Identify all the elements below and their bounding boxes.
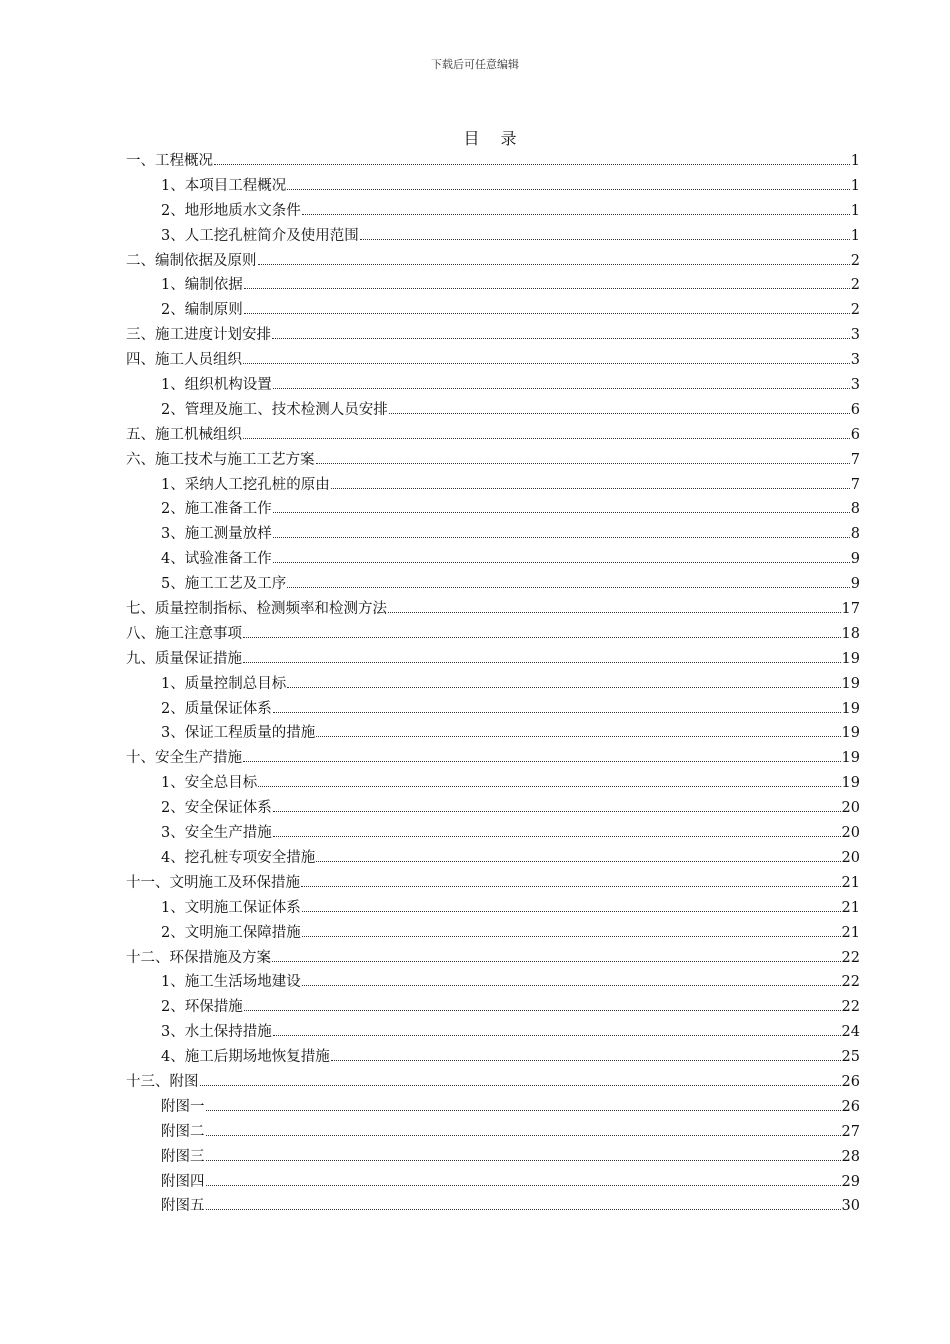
toc-dot-leader	[273, 811, 841, 812]
toc-entry-title: 2、编制原则	[161, 302, 243, 319]
toc-dot-leader	[331, 488, 850, 489]
toc-entry-page-number: 8	[850, 501, 860, 518]
toc-dot-leader	[273, 512, 850, 513]
toc-entry[interactable]	[126, 497, 860, 522]
toc-dot-leader	[243, 662, 841, 663]
toc-dot-leader	[301, 886, 841, 887]
toc-dot-leader	[273, 1035, 841, 1036]
toc-entry[interactable]	[126, 771, 860, 796]
toc-entry-title: 十、安全生产措施	[126, 750, 242, 767]
toc-entry[interactable]	[126, 721, 860, 746]
toc-entry-title: 附图二	[161, 1123, 205, 1140]
toc-entry-page-number: 8	[850, 526, 860, 543]
toc-entry[interactable]	[126, 174, 860, 199]
toc-entry-page-number: 29	[841, 1173, 860, 1190]
toc-entry-page-number: 28	[841, 1148, 860, 1165]
toc-entry-title: 六、施工技术与施工工艺方案	[126, 451, 315, 468]
toc-dot-leader	[302, 985, 841, 986]
toc-dot-leader	[389, 413, 850, 414]
toc-entry[interactable]	[126, 448, 860, 473]
toc-entry-title: 2、地形地质水文条件	[161, 202, 301, 219]
toc-entry[interactable]	[126, 921, 860, 946]
toc-entry-title: 二、编制依据及原则	[126, 252, 257, 269]
toc-entry[interactable]	[126, 423, 860, 448]
toc-entry[interactable]	[126, 1145, 860, 1170]
toc-entry-title: 3、人工挖孔桩简介及使用范围	[161, 227, 359, 244]
toc-entry-page-number: 20	[841, 849, 860, 866]
toc-dot-leader	[316, 736, 840, 737]
toc-dot-leader	[206, 1209, 841, 1210]
toc-dot-leader	[316, 861, 840, 862]
toc-entry[interactable]	[126, 1020, 860, 1045]
toc-entry-page-number: 19	[841, 700, 860, 717]
toc-entry[interactable]	[126, 298, 860, 323]
toc-entry-title: 1、采纳人工挖孔桩的原由	[161, 476, 330, 493]
toc-entry-title: 2、文明施工保障措施	[161, 924, 301, 941]
toc-entry-title: 4、试验准备工作	[161, 551, 272, 568]
toc-dot-leader	[287, 587, 850, 588]
toc-entry-title: 十二、环保措施及方案	[126, 949, 271, 966]
toc-entry-title: 2、安全保证体系	[161, 800, 272, 817]
toc-dot-leader	[243, 438, 850, 439]
toc-entry-title: 九、质量保证措施	[126, 650, 242, 667]
toc-dot-leader	[287, 687, 840, 688]
toc-entry-page-number: 22	[841, 974, 860, 991]
toc-entry-page-number: 30	[841, 1198, 860, 1215]
toc-entry[interactable]	[126, 697, 860, 722]
toc-dot-leader	[243, 761, 841, 762]
header-note: 下载后可任意编辑	[431, 58, 519, 71]
toc-entry-title: 1、文明施工保证体系	[161, 899, 301, 916]
toc-entry-title: 八、施工注意事项	[126, 625, 242, 642]
toc-entry[interactable]	[126, 373, 860, 398]
toc-dot-leader	[273, 562, 850, 563]
toc-entry-page-number: 9	[850, 551, 860, 568]
toc-entry[interactable]	[126, 273, 860, 298]
toc-entry-page-number: 3	[850, 377, 860, 394]
toc-entry-title: 2、施工准备工作	[161, 501, 272, 518]
toc-dot-leader	[331, 1060, 841, 1061]
toc-entry[interactable]	[126, 473, 860, 498]
toc-entry-title: 4、施工后期场地恢复措施	[161, 1049, 330, 1066]
toc-entry[interactable]	[126, 871, 860, 896]
toc-entry-page-number: 19	[841, 675, 860, 692]
toc-dot-leader	[243, 637, 841, 638]
toc-entry-page-number: 19	[841, 750, 860, 767]
toc-entry-page-number: 26	[841, 1073, 860, 1090]
toc-entry[interactable]	[126, 796, 860, 821]
toc-entry-title: 3、安全生产措施	[161, 825, 272, 842]
toc-dot-leader	[272, 338, 850, 339]
toc-entry-page-number: 22	[841, 999, 860, 1016]
toc-entry[interactable]	[126, 970, 860, 995]
toc-entry[interactable]	[126, 323, 860, 348]
toc-dot-leader	[360, 239, 850, 240]
toc-entry-title: 十三、附图	[126, 1073, 199, 1090]
toc-entry-title: 1、质量控制总目标	[161, 675, 287, 692]
toc-dot-leader	[272, 961, 841, 962]
toc-dot-leader	[206, 1185, 841, 1186]
toc-dot-leader	[258, 786, 840, 787]
toc-entry[interactable]	[126, 821, 860, 846]
toc-dot-leader	[316, 463, 850, 464]
toc-entry[interactable]	[126, 199, 860, 224]
toc-entry-page-number: 17	[841, 601, 860, 618]
toc-entry-page-number: 25	[841, 1049, 860, 1066]
toc-entry-title: 1、编制依据	[161, 277, 243, 294]
toc-entry-title: 3、保证工程质量的措施	[161, 725, 316, 742]
toc-entry[interactable]	[126, 1120, 860, 1145]
toc-entry-page-number: 20	[841, 800, 860, 817]
toc-entry-page-number: 21	[841, 899, 860, 916]
toc-entry-title: 1、本项目工程概况	[161, 177, 287, 194]
toc-dot-leader	[388, 612, 841, 613]
toc-entry-page-number: 1	[850, 153, 860, 169]
toc-entry[interactable]	[126, 672, 860, 697]
toc-entry[interactable]	[126, 224, 860, 249]
toc-entry-page-number: 21	[841, 924, 860, 941]
toc-entry-title: 三、施工进度计划安排	[126, 327, 271, 344]
toc-entry-page-number: 7	[850, 451, 860, 468]
toc-entry[interactable]	[126, 398, 860, 423]
toc-entry-page-number: 3	[850, 327, 860, 344]
toc-dot-leader	[206, 1160, 841, 1161]
toc-entry-page-number: 1	[850, 177, 860, 194]
toc-dot-leader	[244, 313, 850, 314]
toc-entry[interactable]	[126, 995, 860, 1020]
toc-entry[interactable]	[126, 1070, 860, 1095]
toc-dot-leader	[287, 189, 850, 190]
toc-dot-leader	[244, 1010, 841, 1011]
toc-dot-leader	[302, 911, 841, 912]
toc-entry-title: 附图一	[161, 1098, 205, 1115]
toc-dot-leader	[273, 388, 850, 389]
toc-entry-title: 4、挖孔桩专项安全措施	[161, 849, 316, 866]
toc-entry[interactable]	[126, 647, 860, 672]
toc-entry[interactable]	[126, 846, 860, 871]
toc-entry-page-number: 2	[850, 277, 860, 294]
toc-entry[interactable]	[126, 1170, 860, 1195]
toc-entry[interactable]	[126, 1194, 860, 1219]
toc-entry-page-number: 27	[841, 1123, 860, 1140]
toc-entry-page-number: 24	[841, 1024, 860, 1041]
toc-entry-page-number: 2	[850, 252, 860, 269]
toc-dot-leader	[273, 537, 850, 538]
toc-dot-leader	[214, 164, 850, 165]
table-of-contents	[126, 149, 860, 1219]
toc-entry-title: 3、施工测量放样	[161, 526, 272, 543]
toc-entry-page-number: 18	[841, 625, 860, 642]
toc-entry-page-number: 9	[850, 576, 860, 593]
toc-entry[interactable]	[126, 572, 860, 597]
toc-entry[interactable]	[126, 149, 860, 174]
toc-entry-page-number: 1	[850, 227, 860, 244]
toc-dot-leader	[206, 1135, 841, 1136]
toc-dot-leader	[302, 214, 850, 215]
toc-entry[interactable]	[126, 946, 860, 971]
toc-entry-page-number: 2	[850, 302, 860, 319]
toc-entry-title: 十一、文明施工及环保措施	[126, 874, 300, 891]
toc-entry[interactable]	[126, 896, 860, 921]
toc-entry[interactable]	[126, 622, 860, 647]
toc-entry-page-number: 6	[850, 426, 860, 443]
toc-dot-leader	[302, 936, 841, 937]
toc-entry-page-number: 1	[850, 202, 860, 219]
toc-entry-title: 5、施工工艺及工序	[161, 576, 287, 593]
toc-entry-title: 四、施工人员组织	[126, 352, 242, 369]
toc-entry-title: 1、施工生活场地建设	[161, 974, 301, 991]
toc-entry-page-number: 26	[841, 1098, 860, 1115]
toc-entry-page-number: 19	[841, 775, 860, 792]
toc-entry-title: 2、质量保证体系	[161, 700, 272, 717]
toc-entry-title: 2、管理及施工、技术检测人员安排	[161, 401, 388, 418]
toc-entry-title: 五、施工机械组织	[126, 426, 242, 443]
toc-entry-title: 1、组织机构设置	[161, 377, 272, 394]
toc-entry-title: 一、工程概况	[126, 153, 213, 169]
toc-entry-title: 2、环保措施	[161, 999, 243, 1016]
toc-entry[interactable]	[126, 746, 860, 771]
toc-entry-page-number: 22	[841, 949, 860, 966]
toc-entry-page-number: 19	[841, 725, 860, 742]
toc-dot-leader	[273, 836, 841, 837]
toc-dot-leader	[273, 712, 841, 713]
toc-entry[interactable]	[126, 249, 860, 274]
toc-entry-page-number: 20	[841, 825, 860, 842]
toc-dot-leader	[258, 264, 850, 265]
toc-dot-leader	[206, 1110, 841, 1111]
toc-dot-leader	[200, 1085, 841, 1086]
toc-entry[interactable]	[126, 1095, 860, 1120]
toc-entry-page-number: 7	[850, 476, 860, 493]
toc-entry-title: 1、安全总目标	[161, 775, 258, 792]
toc-entry-title: 七、质量控制指标、检测频率和检测方法	[126, 601, 387, 618]
toc-entry-title: 3、水土保持措施	[161, 1024, 272, 1041]
toc-entry[interactable]	[126, 597, 860, 622]
toc-entry[interactable]	[126, 348, 860, 373]
toc-dot-leader	[243, 363, 850, 364]
toc-entry-title: 附图四	[161, 1173, 205, 1190]
toc-entry[interactable]	[126, 1045, 860, 1070]
toc-entry-page-number: 6	[850, 401, 860, 418]
toc-entry-title: 附图五	[161, 1198, 205, 1215]
toc-entry-page-number: 19	[841, 650, 860, 667]
toc-title: 目 录	[463, 129, 525, 148]
toc-entry[interactable]	[126, 522, 860, 547]
toc-entry-page-number: 21	[841, 874, 860, 891]
toc-entry-title: 附图三	[161, 1148, 205, 1165]
toc-entry-page-number: 3	[850, 352, 860, 369]
toc-entry[interactable]	[126, 547, 860, 572]
toc-dot-leader	[244, 288, 850, 289]
